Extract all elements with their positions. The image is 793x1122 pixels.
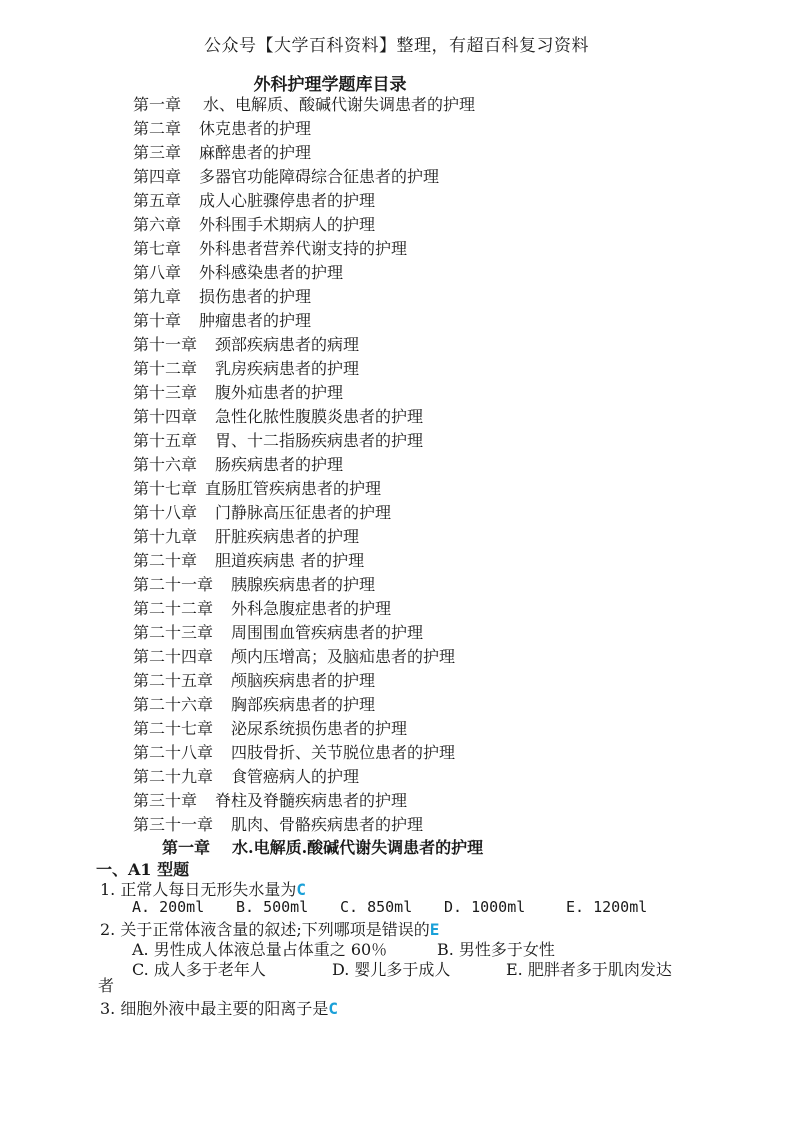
toc-entry bbox=[133, 93, 475, 117]
toc-entry bbox=[133, 597, 475, 621]
toc-chapter-title: 水、电解质、酸碱代谢失调患者的护理 bbox=[203, 95, 476, 114]
toc-chapter-title: 周围围血管疾病患者的护理 bbox=[231, 623, 424, 642]
toc-entry bbox=[133, 621, 475, 645]
toc-chapter-title: 脊柱及脊髓疾病患者的护理 bbox=[215, 791, 408, 810]
toc-entry bbox=[133, 309, 475, 333]
toc-chapter-number: 第十五章 bbox=[133, 431, 198, 450]
question-1 bbox=[100, 877, 306, 900]
toc-chapter-title: 颅脑疾病患者的护理 bbox=[231, 671, 376, 690]
option: C. 成人多于老年人 bbox=[132, 960, 266, 979]
toc-entry bbox=[133, 405, 475, 429]
toc-chapter-title: 颈部疾病患者的病理 bbox=[215, 335, 360, 354]
option: E. 1200ml bbox=[566, 898, 648, 916]
toc-chapter-title: 外科急腹症患者的护理 bbox=[231, 599, 392, 618]
toc-chapter-title: 门静脉高压征患者的护理 bbox=[215, 503, 392, 522]
chapter-heading-title: 水.电解质.酸碱代谢失调患者的护理 bbox=[232, 838, 484, 857]
answer-key: C bbox=[296, 880, 306, 899]
toc-chapter-number: 第三十一章 bbox=[133, 815, 214, 834]
toc-chapter-number: 第二十五章 bbox=[133, 671, 214, 690]
toc-entry bbox=[133, 333, 475, 357]
question-2-options-row-2 bbox=[132, 957, 672, 980]
toc-chapter-number: 第一章 bbox=[133, 95, 182, 114]
toc-chapter-title: 胰腺疾病患者的护理 bbox=[231, 575, 376, 594]
chapter-heading bbox=[162, 835, 483, 858]
toc-entry bbox=[133, 789, 475, 813]
option: C. 850ml bbox=[340, 898, 413, 916]
toc-entry bbox=[133, 645, 475, 669]
toc-chapter-number: 第三十章 bbox=[133, 791, 198, 810]
toc-chapter-number: 第二十三章 bbox=[133, 623, 214, 642]
toc-entry bbox=[133, 477, 475, 501]
toc-chapter-title: 成人心脏骤停患者的护理 bbox=[199, 191, 376, 210]
toc-chapter-number: 第九章 bbox=[133, 287, 182, 306]
toc-chapter-title: 外科感染患者的护理 bbox=[199, 263, 344, 282]
option-wrap-continuation: 者 bbox=[98, 976, 115, 995]
toc-chapter-title: 直肠肛管疾病患者的护理 bbox=[205, 479, 382, 498]
toc-chapter-number: 第十七章 bbox=[133, 479, 198, 498]
toc-entry bbox=[133, 453, 475, 477]
toc-entry bbox=[133, 813, 475, 837]
toc-chapter-number: 第十三章 bbox=[133, 383, 198, 402]
option: D. 婴儿多于成人 bbox=[332, 960, 451, 979]
toc-entry bbox=[133, 261, 475, 285]
answer-key: C bbox=[328, 999, 338, 1018]
toc-entry bbox=[133, 429, 475, 453]
toc-chapter-number: 第七章 bbox=[133, 239, 182, 258]
toc-chapter-number: 第十一章 bbox=[133, 335, 198, 354]
question-stem: 2. 关于正常体液含量的叙述;下列哪项是错误的 bbox=[100, 920, 430, 939]
toc-chapter-number: 第二十九章 bbox=[133, 767, 214, 786]
toc-chapter-number: 第二章 bbox=[133, 119, 182, 138]
toc-chapter-title: 肿瘤患者的护理 bbox=[199, 311, 312, 330]
option: E. 肥胖者多于肌肉发达 bbox=[506, 960, 672, 979]
toc-chapter-number: 第二十六章 bbox=[133, 695, 214, 714]
option: B. 男性多于女性 bbox=[437, 940, 555, 959]
toc-chapter-title: 休克患者的护理 bbox=[199, 119, 312, 138]
toc-entry bbox=[133, 573, 475, 597]
toc-chapter-title: 肠疾病患者的护理 bbox=[215, 455, 344, 474]
toc-chapter-number: 第十六章 bbox=[133, 455, 198, 474]
toc-entry bbox=[133, 525, 475, 549]
toc-entry bbox=[133, 741, 475, 765]
toc-entry bbox=[133, 501, 475, 525]
toc-chapter-number: 第二十四章 bbox=[133, 647, 214, 666]
toc-chapter-title: 外科患者营养代谢支持的护理 bbox=[199, 239, 408, 258]
question-stem: 1. 正常人每日无形失水量为 bbox=[100, 880, 297, 899]
toc-chapter-number: 第四章 bbox=[133, 167, 182, 186]
toc-chapter-number: 第二十一章 bbox=[133, 575, 214, 594]
toc-chapter-number: 第二十八章 bbox=[133, 743, 214, 762]
toc-chapter-number: 第八章 bbox=[133, 263, 182, 282]
toc-chapter-title: 胸部疾病患者的护理 bbox=[231, 695, 376, 714]
toc-chapter-number: 第五章 bbox=[133, 191, 182, 210]
toc-entry bbox=[133, 717, 475, 741]
toc-chapter-number: 第十八章 bbox=[133, 503, 198, 522]
question-stem: 3. 细胞外液中最主要的阳离子是 bbox=[100, 999, 329, 1018]
toc-chapter-number: 第十章 bbox=[133, 311, 182, 330]
answer-key: E bbox=[429, 920, 440, 939]
toc-chapter-number: 第十四章 bbox=[133, 407, 198, 426]
toc-chapter-title: 食管癌病人的护理 bbox=[231, 767, 360, 786]
toc-entry bbox=[133, 765, 475, 789]
option: D. 1000ml bbox=[444, 898, 526, 916]
toc-chapter-title: 四肢骨折、关节脱位患者的护理 bbox=[231, 743, 456, 762]
toc-chapter-title: 乳房疾病患者的护理 bbox=[215, 359, 360, 378]
question-1-options bbox=[132, 898, 647, 916]
toc-entry bbox=[133, 165, 475, 189]
toc-chapter-number: 第二十七章 bbox=[133, 719, 214, 738]
toc-chapter-title: 多器官功能障碍综合征患者的护理 bbox=[199, 167, 440, 186]
page-header-banner: 公众号【大学百科资料】整理，有超百科复习资料 bbox=[204, 36, 589, 56]
toc-chapter-title: 麻醉患者的护理 bbox=[199, 143, 312, 162]
toc-chapter-title: 肌肉、骨骼疾病患者的护理 bbox=[231, 815, 424, 834]
toc-chapter-number: 第二十章 bbox=[133, 551, 198, 570]
option: A. 男性成人体液总量占体重之 60％ bbox=[132, 940, 388, 959]
toc-chapter-number: 第十九章 bbox=[133, 527, 198, 546]
toc-chapter-number: 第二十二章 bbox=[133, 599, 214, 618]
toc-entry bbox=[133, 357, 475, 381]
toc-chapter-title: 颅内压增高；及脑疝患者的护理 bbox=[231, 647, 456, 666]
chapter-heading-number: 第一章 bbox=[162, 838, 211, 857]
toc-entry bbox=[133, 285, 475, 309]
toc-entry bbox=[133, 189, 475, 213]
toc-entry bbox=[133, 381, 475, 405]
toc-chapter-number: 第十二章 bbox=[133, 359, 198, 378]
toc-chapter-title: 胆道疾病患 者的护理 bbox=[215, 551, 365, 570]
toc-chapter-title: 肝脏疾病患者的护理 bbox=[215, 527, 360, 546]
toc-chapter-title: 急性化脓性腹膜炎患者的护理 bbox=[215, 407, 424, 426]
toc-chapter-number: 第三章 bbox=[133, 143, 182, 162]
toc-entry bbox=[133, 213, 475, 237]
toc-chapter-title: 胃、十二指肠疾病患者的护理 bbox=[215, 431, 424, 450]
toc-entry bbox=[133, 669, 475, 693]
question-3 bbox=[100, 996, 338, 1019]
toc-entry bbox=[133, 549, 475, 573]
toc-entry bbox=[133, 693, 475, 717]
toc-chapter-title: 泌尿系统损伤患者的护理 bbox=[231, 719, 408, 738]
toc-chapter-title: 腹外疝患者的护理 bbox=[215, 383, 344, 402]
toc-entry bbox=[133, 237, 475, 261]
toc-chapter-title: 外科围手术期病人的护理 bbox=[199, 215, 376, 234]
table-of-contents bbox=[133, 93, 475, 837]
toc-chapter-title: 损伤患者的护理 bbox=[199, 287, 312, 306]
toc-title: 外科护理学题库目录 bbox=[253, 75, 407, 95]
section-heading: 一、A1 型题 bbox=[96, 860, 190, 879]
option: B. 500ml bbox=[236, 898, 309, 916]
toc-chapter-number: 第六章 bbox=[133, 215, 182, 234]
toc-entry bbox=[133, 141, 475, 165]
toc-entry bbox=[133, 117, 475, 141]
option: A. 200ml bbox=[132, 898, 205, 916]
